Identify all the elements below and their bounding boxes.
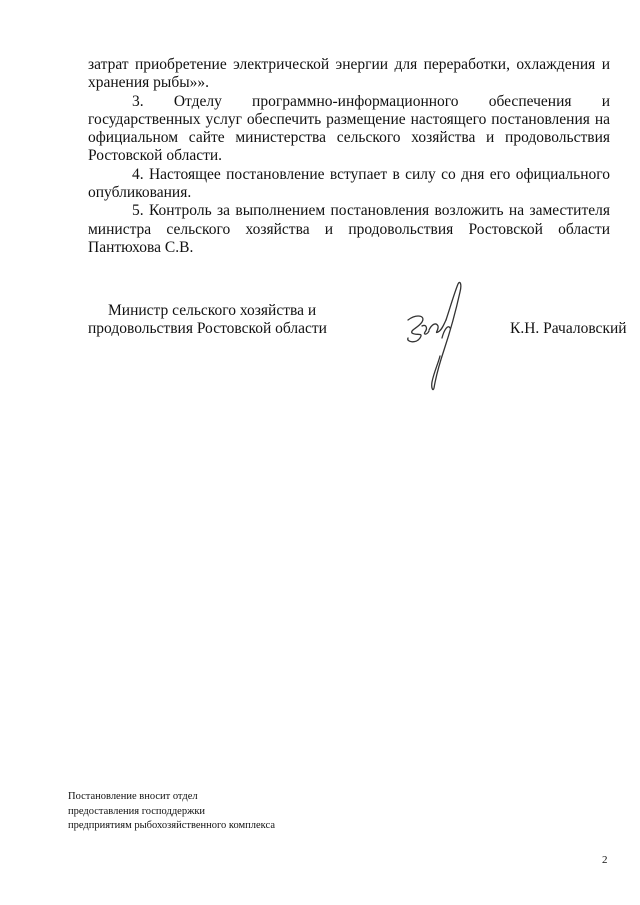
document-body (88, 56, 610, 257)
footer-note (68, 790, 275, 834)
paragraph-item-3: 3. Отделу программно-информационного обеспечения и государственных услуг обеспечить размещение настоящего постановления на официальном сайте министерства сельского хозяйства и продовольствия Ростовской области. (88, 92, 610, 165)
footer-note-line-3: предприятиям рыбохозяйственного комплекса (68, 820, 275, 831)
footer-note-line-1: Постановление вносит отдел (68, 791, 198, 802)
handwritten-signature (398, 280, 468, 395)
signer-title-line-2: продовольствия Ростовской области (88, 320, 327, 337)
paragraph-continuation: затрат приобретение электрической энергии для переработки, охлаждения и хранения рыбы»». (88, 56, 610, 92)
footer-note-line-2: предоставления господдержки (68, 805, 206, 817)
paragraph-item-4: 4. Настоящее постановление вступает в силу со дня его официального опубликования. (88, 165, 610, 202)
page-number: 2 (602, 854, 608, 866)
signer-name: К.Н. Рачаловский (510, 320, 627, 337)
signer-title-line-1: Министр сельского хозяйства и (108, 302, 317, 319)
paragraph-item-5: 5. Контроль за выполнением постановления возложить на заместителя министра сельского хозяйства и продовольствия Ростовской области Пантюхова С.В. (88, 202, 610, 256)
